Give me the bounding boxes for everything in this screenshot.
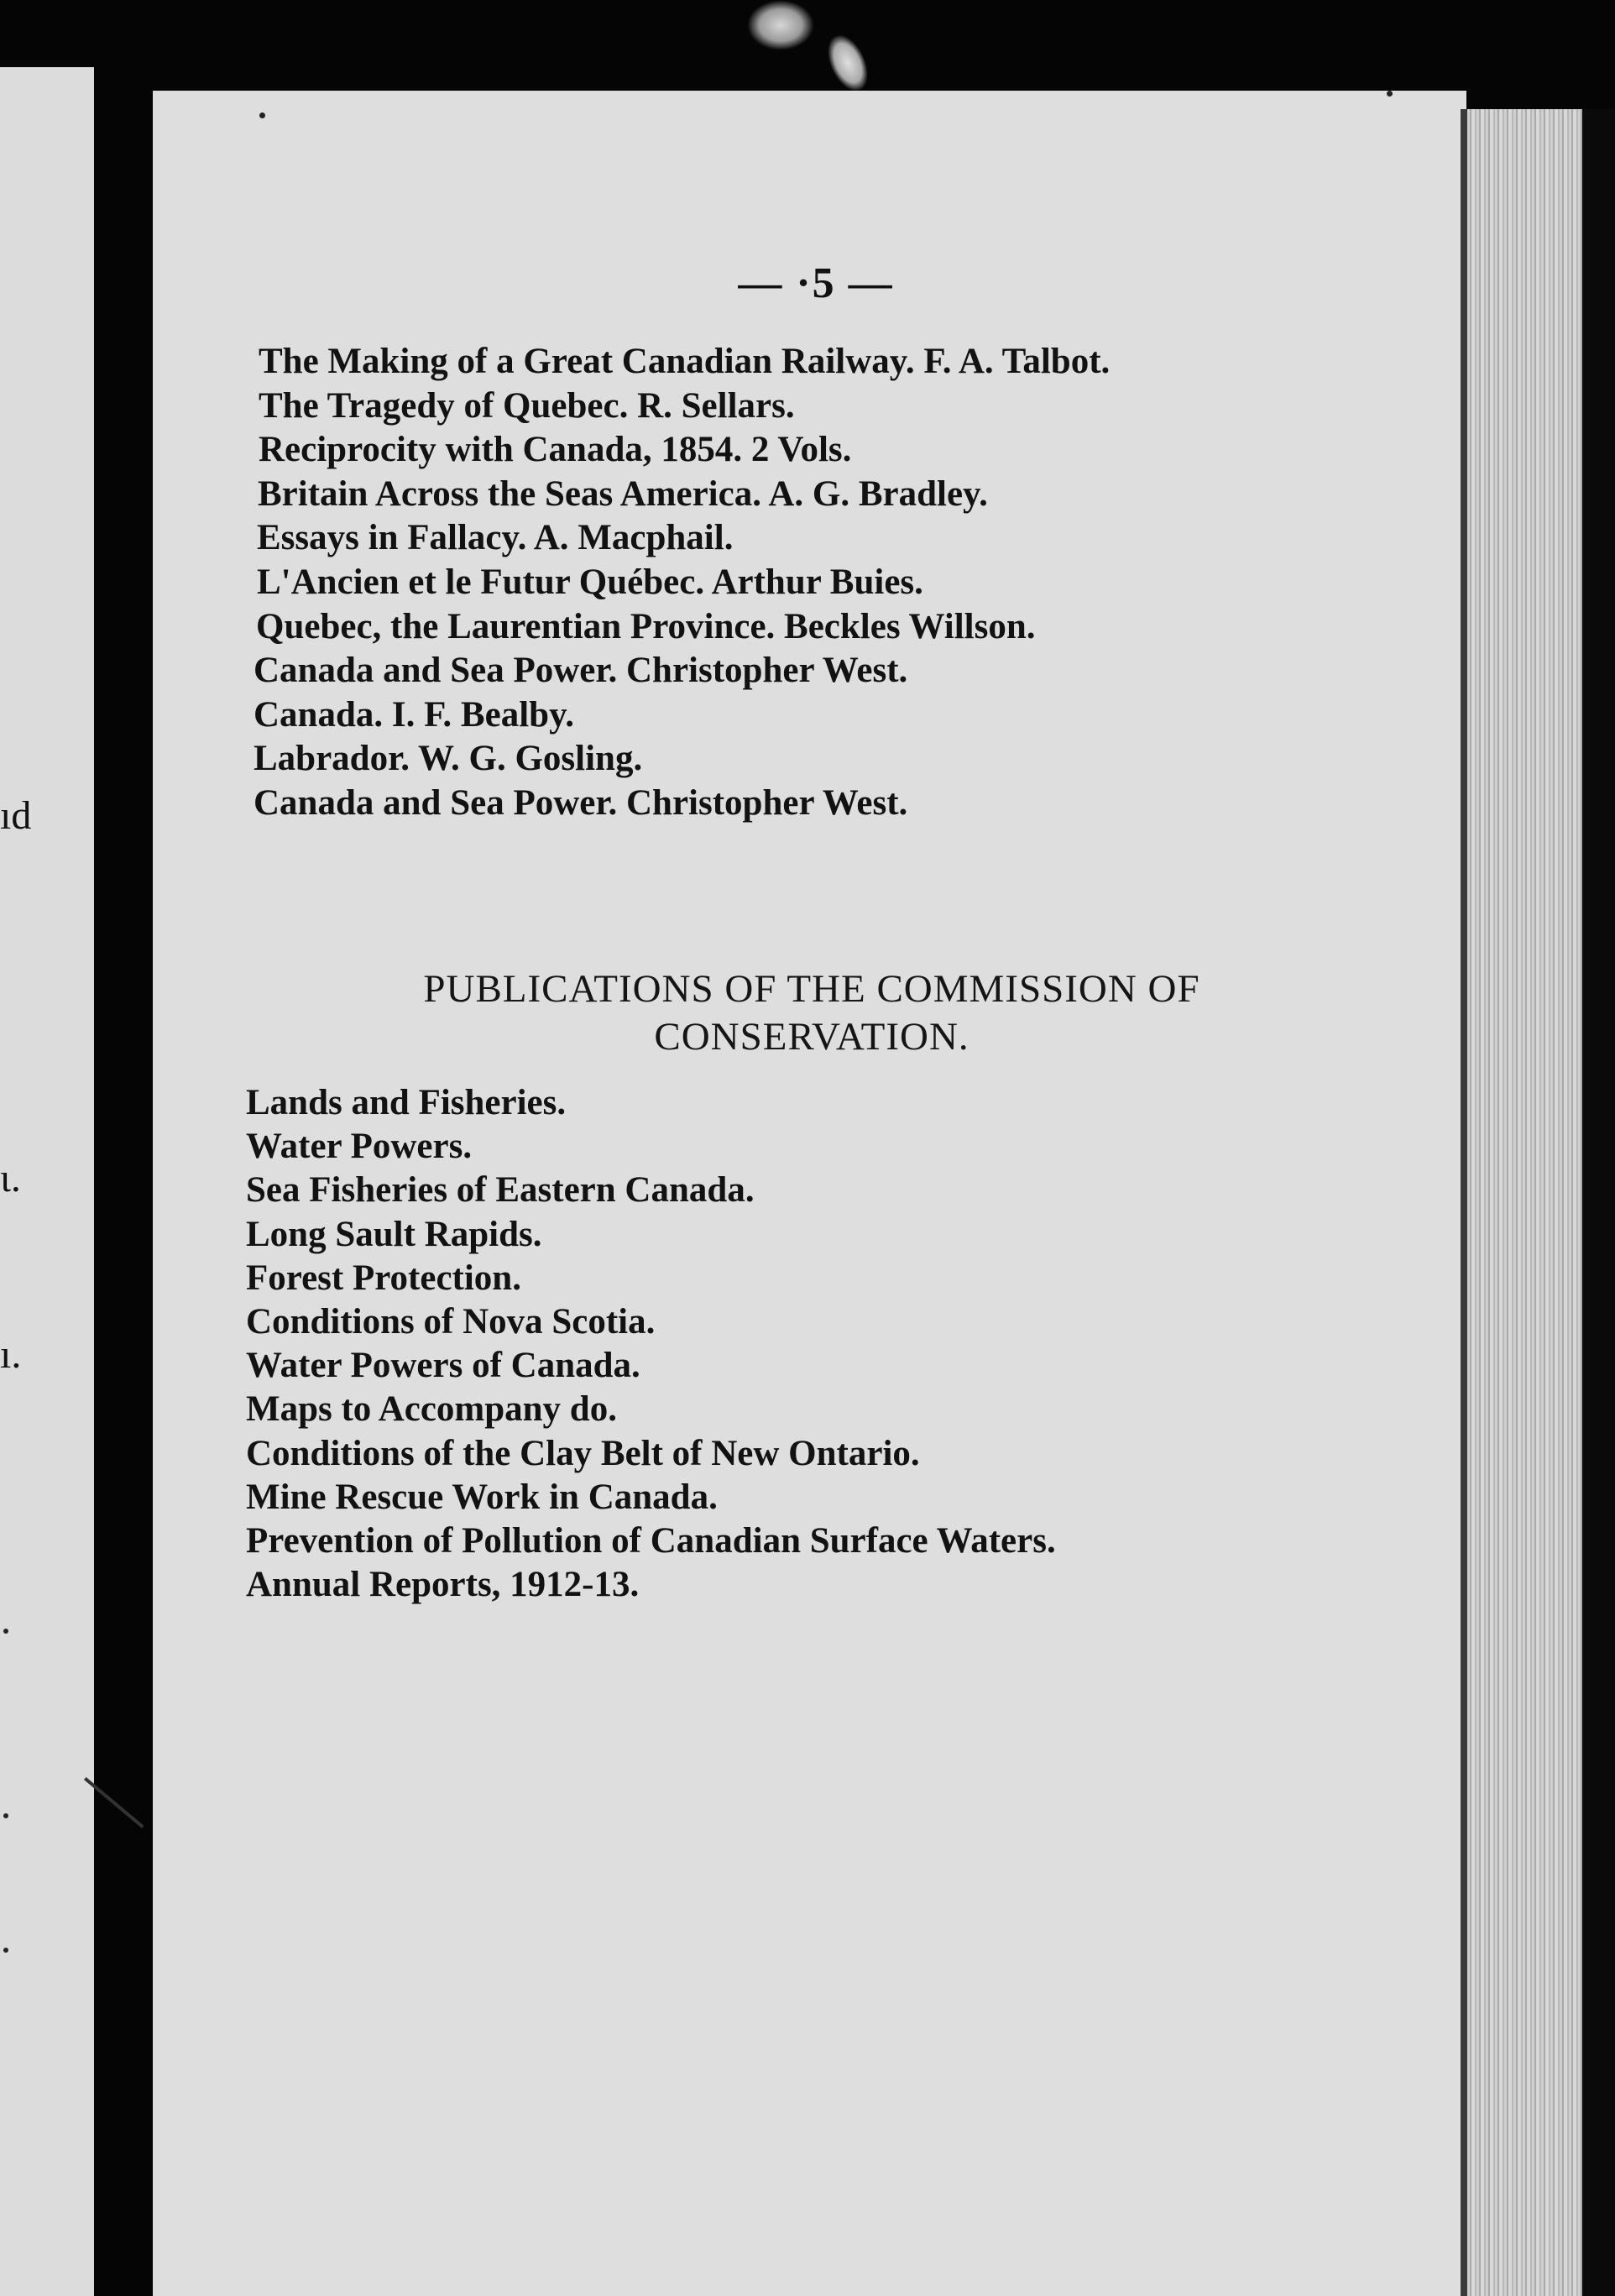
previous-page-mark — [3, 1629, 8, 1634]
previous-page-fragment: ıd — [0, 793, 32, 838]
list-item: Canada and Sea Power. Christopher West. — [253, 782, 908, 823]
list-item: Forest Protection. — [246, 1258, 521, 1298]
scan-margin — [1582, 109, 1615, 2296]
list-item: The Making of a Great Canadian Railway. F. A. Talbot. — [259, 342, 1111, 381]
previous-page-fragment: ı. — [0, 1332, 22, 1377]
section-heading — [270, 965, 1353, 1061]
list-item: Labrador. W. G. Gosling. — [253, 739, 643, 779]
previous-page-fragment: ι. — [0, 1156, 21, 1200]
book-list — [253, 340, 1429, 826]
list-item: Canada. I. F. Bealby. — [253, 694, 574, 735]
list-item: Mine Rescue Work in Canada. — [246, 1477, 718, 1517]
list-item: Long Sault Rapids. — [246, 1214, 542, 1254]
clip-artifact — [747, 0, 814, 50]
list-item: Conditions of the Clay Belt of New Ontario. — [246, 1433, 920, 1473]
list-item: Annual Reports, 1912-13. — [246, 1565, 640, 1605]
section-heading-line: PUBLICATIONS OF THE COMMISSION OF — [423, 967, 1200, 1011]
list-item: L'Ancien et le Futur Québec. Arthur Buies. — [257, 562, 923, 602]
previous-page-edge — [0, 67, 94, 2296]
list-item: Sea Fisheries of Eastern Canada. — [246, 1170, 755, 1211]
list-item: Essays in Fallacy. A. Macphail. — [257, 518, 734, 558]
ink-speck — [1387, 91, 1393, 97]
book-page — [153, 91, 1466, 2296]
list-item: Reciprocity with Canada, 1854. 2 Vols. — [259, 430, 852, 470]
section-heading-line: CONSERVATION. — [654, 1015, 970, 1059]
list-item: Prevention of Pollution of Canadian Surface Waters. — [246, 1521, 1056, 1561]
list-item: Water Powers of Canada. — [246, 1346, 640, 1386]
ink-speck — [259, 112, 265, 118]
clip-artifact — [820, 29, 875, 97]
list-item: Quebec, the Laurentian Province. Beckles Willson. — [256, 606, 1036, 646]
list-item: The Tragedy of Quebec. R. Sellars. — [259, 385, 795, 426]
list-item: Britain Across the Seas America. A. G. Bradley. — [258, 473, 988, 514]
previous-page-mark — [3, 1813, 8, 1818]
page-fore-edge — [1461, 109, 1589, 2296]
publications-list — [246, 1081, 1421, 1607]
list-item: Maps to Accompany do. — [246, 1389, 617, 1430]
list-item: Conditions of Nova Scotia. — [246, 1302, 656, 1342]
page-number: — ·5 — — [738, 259, 894, 307]
list-item: Lands and Fisheries. — [246, 1083, 567, 1122]
list-item: Canada and Sea Power. Christopher West. — [253, 651, 908, 691]
previous-page-mark — [3, 1948, 8, 1953]
list-item: Water Powers. — [246, 1127, 473, 1167]
